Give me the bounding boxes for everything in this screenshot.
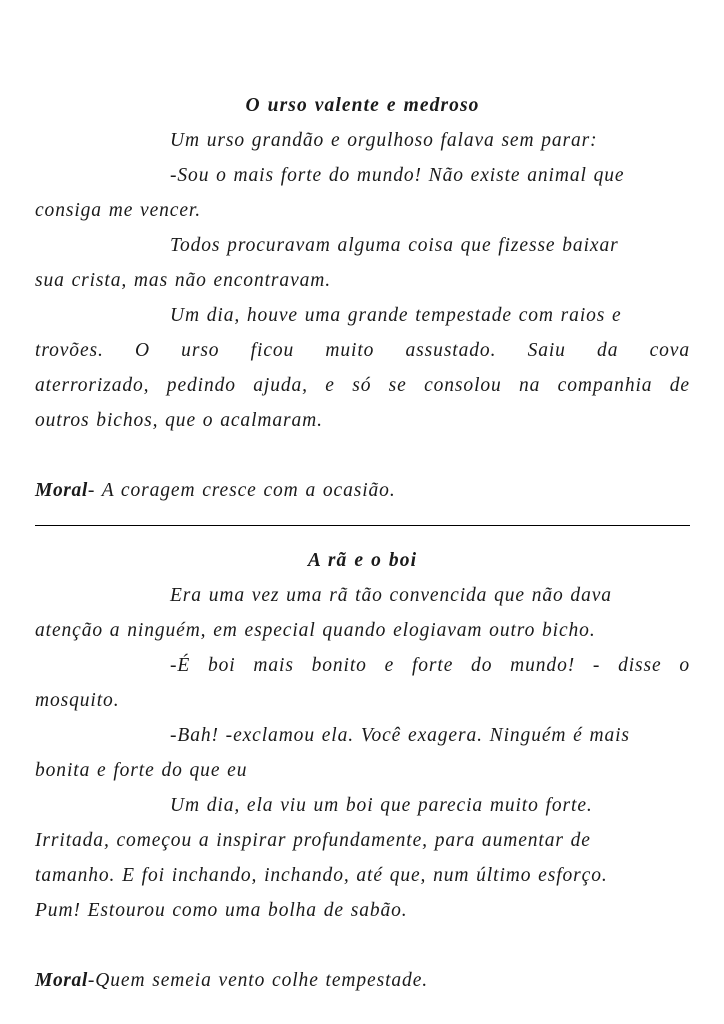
story-1-moral-label: Moral [35,480,88,501]
story-1-moral [35,473,690,508]
story-2-line-8: Irritada, começou a inspirar profundamente, para aumentar de [35,830,591,851]
story-1-line-5: sua crista, mas não encontravam. [35,270,332,291]
story-1-line-1: Um urso grandão e orgulhoso falava sem parar: [170,130,598,151]
story-2-line-1: Era uma vez uma rã tão convencida que não dava [170,585,612,606]
story-1-line-8: aterrorizado, pedindo ajuda, e só se consolou na companhia de [35,375,690,396]
story-2-line-3: -É boi mais bonito e forte do mundo! - disse o [170,655,690,676]
document-content [35,88,690,998]
story-2-line-4: mosquito. [35,690,120,711]
story-1-moral-text: A coragem cresce com a ocasião. [101,480,396,501]
story-1-line-6: Um dia, houve uma grande tempestade com raios e [170,305,622,326]
story-1-moral-gap [35,438,690,473]
story-2-moral [35,963,690,998]
story-1-line-2: -Sou o mais forte do mundo! Não existe animal que [170,165,625,186]
story-2-line-10: Pum! Estourou como uma bolha de sabão. [35,900,408,921]
story-1-line-7: trovões. O urso ficou muito assustado. Saiu da cova [35,340,690,361]
story-divider-wrap [35,508,690,543]
story-1-line-9: outros bichos, que o acalmaram. [35,410,323,431]
story-1-body [35,123,690,438]
story-1-moral-separator: - [87,480,102,501]
story-2-body [35,578,690,928]
story-title-1: O urso valente e medroso [245,95,480,116]
story-a-ra-e-o-boi [35,543,690,998]
story-2-moral-text: Quem semeia vento colhe tempestade. [95,970,429,991]
story-1-line-3: consiga me vencer. [35,200,202,221]
story-1-line-4: Todos procuravam alguma coisa que fizesse baixar [170,235,619,256]
story-2-moral-label: Moral [35,970,88,991]
story-title-2: A rã e o boi [307,550,418,571]
story-2-line-2: atenção a ninguém, em especial quando elogiavam outro bicho. [35,620,596,641]
story-divider [35,525,690,526]
story-2-line-5: -Bah! -exclamou ela. Você exagera. Ninguém é mais [170,725,630,746]
story-2-moral-separator: - [87,970,96,991]
story-2-moral-gap [35,928,690,963]
story-2-line-7: Um dia, ela viu um boi que parecia muito forte. [170,795,593,816]
story-urso-valente-e-medroso [35,88,690,508]
story-2-line-9: tamanho. E foi inchando, inchando, até que, num último esforço. [35,865,608,886]
story-2-line-6: bonita e forte do que eu [35,760,248,781]
